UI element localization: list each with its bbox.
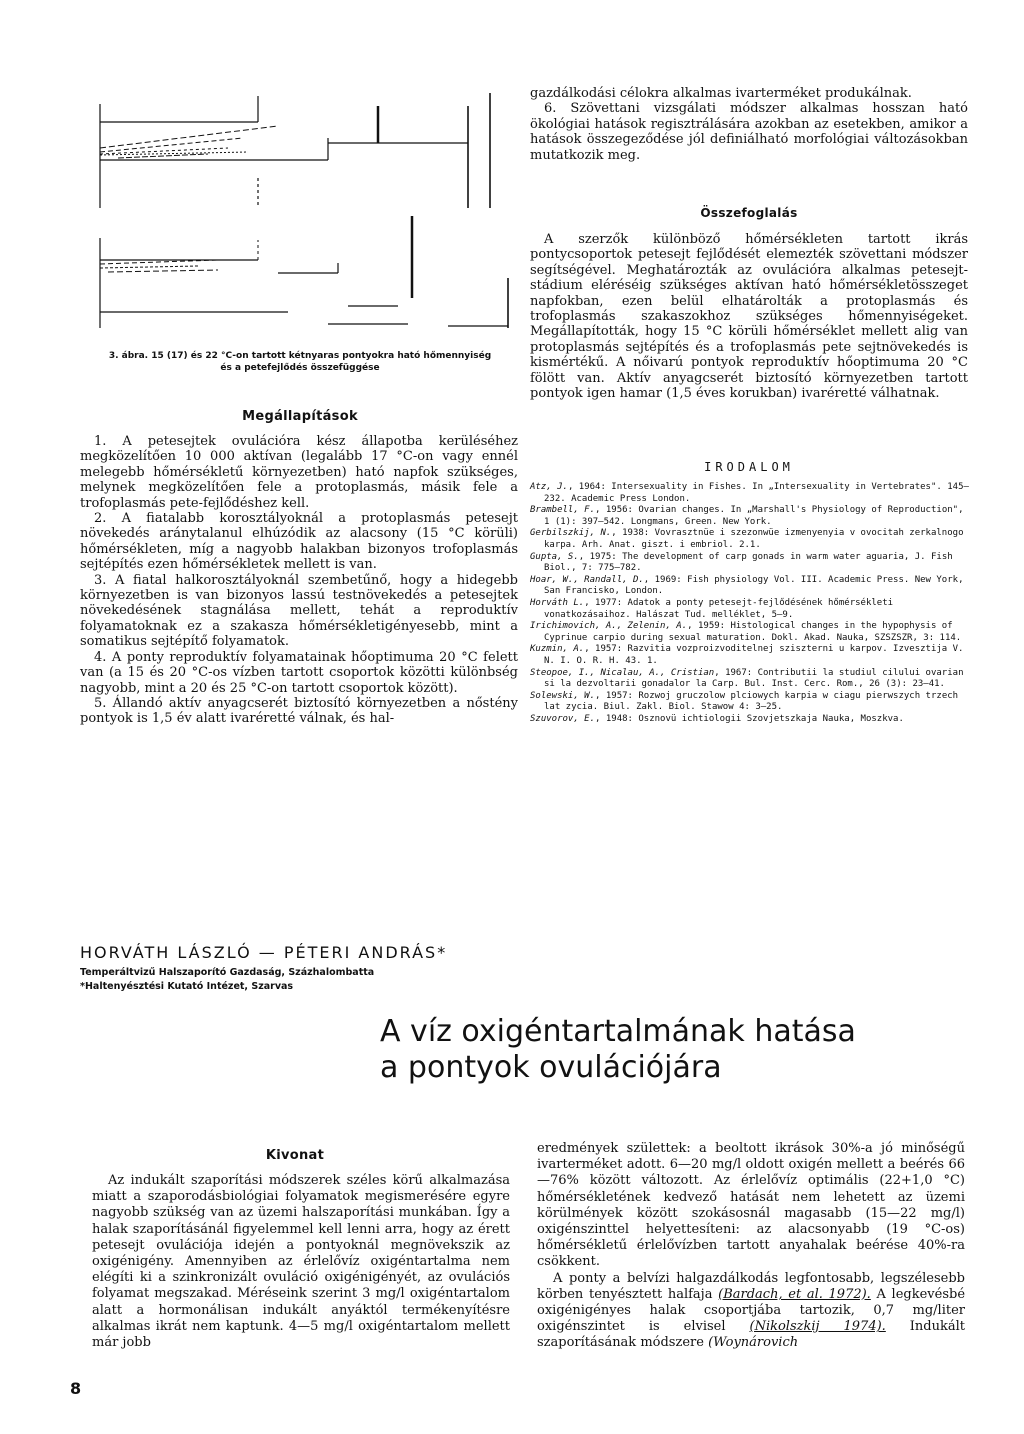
reference-text: , 1948: Osznovü ichtiologii Szovjetszkaja Nauka, Moszkva.	[595, 713, 904, 724]
figure-caption-line1: 3. ábra. 15 (17) és 22 °C-on tartott kétnyaras pontyokra ható hőmennyiség	[108, 351, 492, 361]
abstract-text-run: A ponty a belvízi halgazdálkodás legfontosabb, legszélesebb körben tenyésztett halfaja	[537, 1270, 965, 1302]
finding-3: 3. A fiatal halkorosztályoknál szembetűnő, hogy a hidegebb környezetben is van bizonyos lassú testnövekedés a petesejtek növekedésének stagnálása mellett, tehát a reproduktív folyamatoknak ez a szakasza hőmérsékletigényesebb, mint a somatikus sejtépítő folyamatok.	[80, 572, 518, 650]
reference-author: Irichimovich, A., Zelenin, A.	[530, 621, 688, 632]
finding-4: 4. A ponty reproduktív folyamatainak hőoptimuma 20 °C felett van (a 15 és 20 °C-os vízben tartott csoportok közötti különbség nagyobb, mint a 20 és 25 °C-on tartott csoportok között).	[80, 649, 518, 696]
reference-item	[530, 528, 970, 551]
abstract-text-right-2	[537, 1271, 965, 1352]
fig-line	[108, 270, 218, 272]
left-column-text	[80, 434, 518, 727]
reference-item	[530, 621, 970, 644]
reference-item	[530, 482, 970, 505]
reference-text: , 1964: Intersexuality in Fishes. In „Intersexuality in Vertebrates". 145—232. Academic Press London.	[544, 482, 969, 504]
section-heading-summary: Összefoglalás	[700, 206, 798, 220]
reference-item	[530, 714, 970, 726]
article-affiliation-1: Temperáltvizű Halszaporító Gazdaság, Százhalombatta	[80, 967, 375, 978]
abstract-text-run: A legkevésbé oxigénigényes halak csoportjába tartozik, 0,7 mg/liter oxigénszintet is elvisel	[537, 1286, 966, 1335]
reference-text: , 1975: The development of carp gonads in warm water aguaria, J. Fish Biol., 7: 775—782.	[544, 551, 953, 574]
citation-bardach: (Bardach, et al. 1972).	[718, 1286, 871, 1302]
fig-line	[100, 260, 218, 264]
abstract-text-right-1: eredmények születtek: a beoltott ikrások 30%-a jó minőségű ivarterméket adott. 6—20 mg/l oldott oxigén mellett a beérés 66—76% között változott. Az érlelővíz optimális (22+1,0 °C) hőmérsékletének kedvező hatását nem lehetett az üzemi körülmények között szokásosnál magasabb (15—22 mg/l) oxigénszinttel helyettesíteni: az alacsonyabb (19 °C-os) hőmérsékletű érlelővízben tartott anyahalak beérése 40%-ra csökkent.	[537, 1141, 965, 1270]
reference-text: , 1938: Vovrasztnüe i szezonwüe izmenyenyia v ovocitah zerkalnogo karpa. Arh. Anat. giszt. i embriol. 2.1.	[544, 528, 964, 550]
reference-text: , 1959: Histological changes in the hypophysis of Cyprinue carpio during sexual maturation. Dokl. Akad. Nauka, SZSZSZR, 3: 114.	[544, 621, 962, 643]
reference-text: , 1957: Razvitia vozproizvoditelnej sziszterni u karpov. Izvesztija V. N. I. O. R. H. 43. 1.	[544, 644, 964, 666]
reference-item	[530, 598, 970, 621]
figure-3	[78, 88, 518, 348]
finding-continuation: gazdálkodási célokra alkalmas ivarterméket produkálnak.	[530, 86, 912, 101]
reference-item	[530, 575, 970, 598]
reference-author: Gupta, S.	[530, 551, 579, 562]
reference-author: Kuzmin, A.	[530, 644, 585, 655]
reference-author: Horváth L.	[530, 597, 585, 608]
finding-2: 2. A fiatalabb korosztályoknál a protoplasmás petesejt növekedés aránytalanul elhúzódik az alacsony (15 °C körüli) hőmérsékleten, míg a nagyobb halakban bizonyos trofoplasmás sejtépítés ezen hőmérsékletek mellett is van.	[80, 511, 518, 573]
finding-1: 1. A petesejtek ovulációra kész állapotba kerüléséhez megközelítően 10 000 aktívan (legalább 17 °C-on vagy ennél melegebb hőmérsékletű környezetben) ható napfok szükséges, melynek megközelítően fele a protoplasmás, másik fele a trofoplasmás pete-fejlődéshez kell.	[80, 434, 518, 511]
reference-author: Gerbilszkij, N.	[530, 528, 612, 539]
reference-item	[530, 552, 970, 575]
article-authors: HORVÁTH LÁSZLÓ — PÉTERI ANDRÁS*	[80, 943, 448, 962]
figure-caption-line2: és a petefejlődés összefüggése	[220, 363, 380, 373]
article-title	[380, 1014, 980, 1086]
reference-item	[530, 505, 970, 528]
finding-6: 6. Szövettani vizsgálati módszer alkalmas hosszan ható ökológiai hatások regisztrálására azokban az esetekben, amikor a hatások összegeződése jól definiálható morfológiai változásokban mutatkozik meg.	[530, 101, 968, 163]
figure-3-diagram	[78, 88, 518, 348]
reference-list	[530, 482, 970, 725]
reference-item	[530, 668, 970, 691]
article-affiliation-2: *Haltenyésztési Kutató Intézet, Szarvas	[80, 981, 294, 992]
reference-author: Steopoe, I., Nicalau, A., Cristian	[530, 667, 715, 678]
reference-text: , 1957: Rozwoj gruczolow plciowych karpia w ciagu pierwszych trzech lat zycia. Biul. Zakl. Biol. Stawow 4: 3—25.	[544, 690, 959, 713]
reference-author: Atz, J.	[530, 482, 568, 492]
figure-caption	[80, 350, 520, 374]
reference-author: Szuvorov, E.	[530, 713, 596, 724]
article-title-line2: a pontyok ovulációjára	[380, 1050, 722, 1085]
reference-text: , 1977: Adatok a ponty petesejt-fejlődésének hőmérsékleti vonatkozásaihoz. Halászat Tud. melléklet, 5—9.	[544, 597, 894, 620]
section-heading-findings: Megállapítások	[242, 409, 358, 424]
reference-text: , 1967: Contributii la studiul cilului ovarian si la dezvoltarii gonadalor la Carp. Bul. Inst. Cerc. Rom., 26 (3): 23—41.	[544, 667, 964, 690]
fig-line	[118, 154, 208, 158]
reference-text: , 1969: Fish physiology Vol. III. Academic Press. New York, San Francisko, London.	[544, 574, 964, 597]
abstract-heading: Kivonat	[265, 1148, 325, 1163]
right-column-text	[530, 86, 968, 163]
reference-author: Hoar, W., Randall, D.	[530, 574, 644, 585]
abstract-text-run: Indukált szaporításának módszere	[537, 1319, 965, 1351]
reference-author: Brambell, F.	[530, 505, 596, 516]
reference-item	[530, 644, 970, 667]
section-heading-references: IRODALOM	[704, 460, 794, 474]
citation-nikolszkij: (Nikolszkij 1974).	[749, 1319, 886, 1335]
abstract-left-column	[92, 1173, 510, 1351]
reference-author: Solewski, W.	[530, 690, 596, 701]
abstract-text-left: Az indukált szaporítási módszerek széles körű alkalmazása miatt a szaporodásbiológiai folyamatok megismerésére egyre nagyobb szükség van az üzemi halszaporítási munkában. Így a halak szaporításánál figyelemmel kell lenni arra, hogy az érett petesejt ovulációja idején a pontyoknál megnövekszik az oxigénigény. Amennyiben az érlelővíz oxigéntartalma nem elégíti ki a szinkronizált ovuláció oxigénigényét, az ovulációs folyamat megszakad. Méréseink szerint 3 mg/l oxigéntartalom alatt a hormonálisan indukált anyáktól termékenyítésre alkalmas ikrát nem kaptunk. 4—5 mg/l oxigéntartalom mellett már jobb	[92, 1173, 510, 1351]
fig-line	[100, 266, 198, 268]
reference-item	[530, 691, 970, 714]
reference-text: , 1956: Ovarian changes. In „Marshall's Physiology of Reproduction", 1 (1): 397—542. Longmans, Green. New York.	[544, 505, 964, 527]
summary-text: A szerzők különböző hőmérsékleten tartott ikrás pontycsoportok petesejt fejlődését elemezték szövettani módszer segítségével. Meghatározták az ovulációra alkalmas petesejt-stádium eléréséig szükséges aktívan ható hőmérsékletösszeget napfokban, ezen belül elhatárolták a protoplasmás és trofoplasmás szakaszokhoz szükséges hőmennyiségeket. Megállapították, hogy 15 °C körüli hőmérséklet mellett alig van protoplasmás sejtépítés és a trofoplasmás pete sejtnövekedés is kismértékű. A nőivarú pontyok reproduktív hőoptimuma 20 °C fölött van. Aktív anyagcserét biztosító környezetben tartott pontyok igen hamar (1,5 éves korukban) ivaréretté válhatnak.	[530, 232, 968, 402]
abstract-right-column	[537, 1141, 965, 1352]
summary-text-block	[530, 232, 968, 401]
article-title-line1: A víz oxigéntartalmának hatása	[380, 1014, 856, 1049]
fig-line	[100, 152, 248, 155]
finding-5: 5. Állandó aktív anyagcserét biztosító környezetben a nőstény pontyok is 1,5 év alatt ivaréretté válnak, és hal-	[80, 695, 518, 727]
page-number: 8	[70, 1379, 82, 1398]
citation-woynarovich: (Woynárovich	[708, 1335, 799, 1351]
fig-line	[100, 126, 278, 148]
